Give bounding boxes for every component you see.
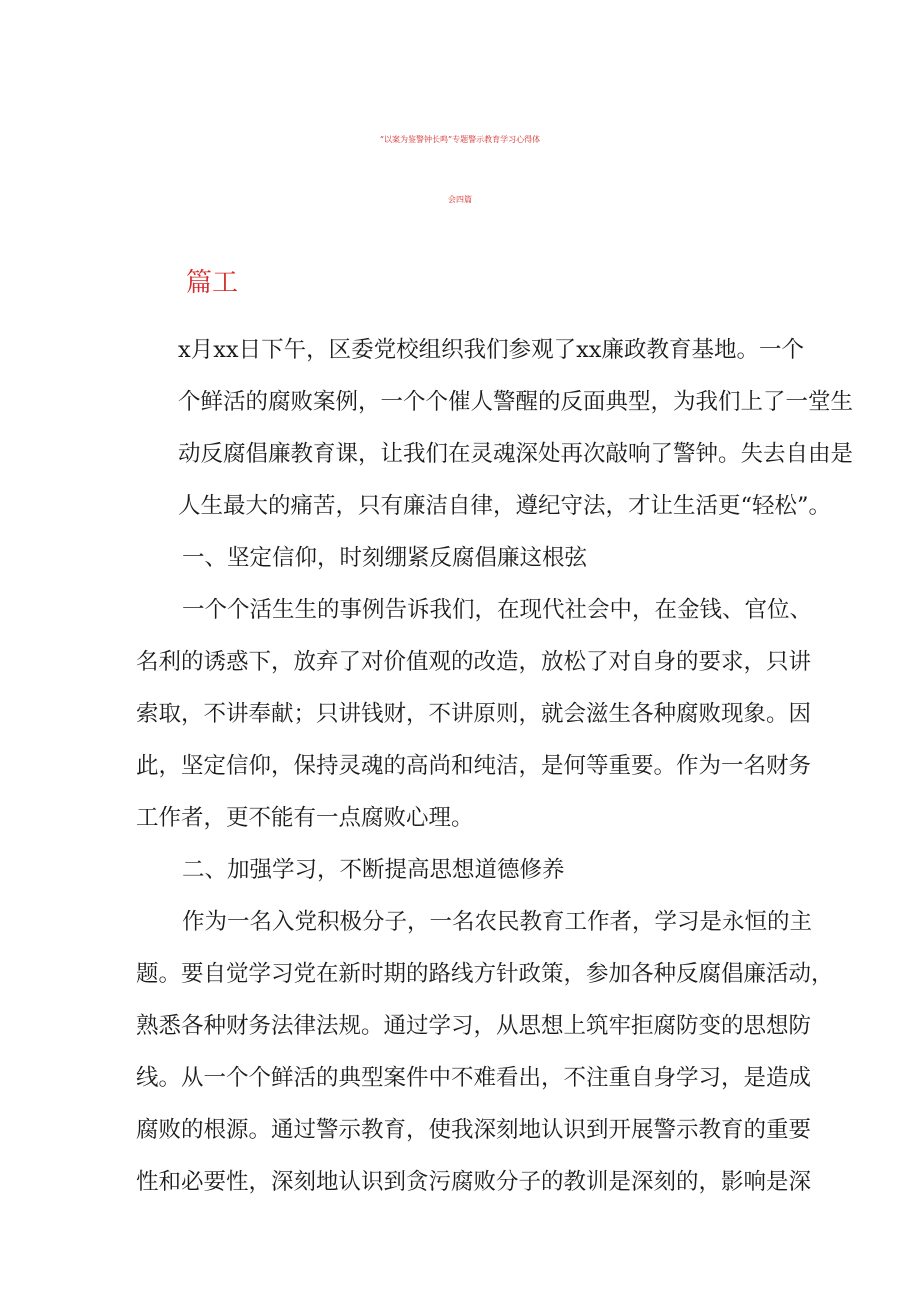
- paragraph-line: 腐败的根源。通过警示教育，使我深刻地认识到开展警示教育的重要: [136, 1117, 812, 1143]
- paragraph-line: 个鲜活的腐败案例，一个个催人警醒的反面典型，为我们上了一堂生: [178, 389, 854, 415]
- paragraph-line: 性和必要性，深刻地认识到贪污腐败分子的教训是深刻的，影响是深: [136, 1169, 812, 1195]
- paragraph-line: 工作者，更不能有一点腐败心理。: [136, 805, 474, 831]
- paragraph-line: 题。要自觉学习党在新时期的路线方针政策，参加各种反腐倡廉活动，: [136, 961, 834, 987]
- document-title-line-1: “以案为鉴警钟长鸣”专题警示教育学习心得体: [379, 135, 541, 144]
- paragraph-line: 一个个活生生的事例告诉我们，在现代社会中，在金钱、官位、: [182, 597, 813, 623]
- paragraph-line: 索取，不讲奉献；只讲钱财，不讲原则，就会滋生各种腐败现象。因: [136, 701, 812, 727]
- section-heading-1: 一、坚定信仰，时刻绷紧反腐倡廉这根弦: [182, 545, 588, 571]
- paragraph-line: 人生最大的痛苦，只有廉洁自律，遵纪守法，才让生活更“轻松”。: [178, 493, 832, 519]
- document-title-line-2: 会四篇: [448, 195, 472, 204]
- paragraph-line: x月xx日下午，区委党校组织我们参观了xx廉政教育基地。一个: [178, 337, 804, 363]
- paragraph-line: 作为一名入党积极分子，一名农民教育工作者，学习是永恒的主: [182, 909, 813, 935]
- paragraph-line: 名利的诱惑下，放弃了对价值观的改造，放松了对自身的要求，只讲: [136, 649, 812, 675]
- section-heading-2: 二、加强学习，不断提高思想道德修养: [182, 857, 565, 883]
- paragraph-line: 动反腐倡廉教育课，让我们在灵魂深处再次敲响了警钟。失去自由是: [178, 441, 854, 467]
- section-label: 篇工: [186, 268, 239, 298]
- paragraph-line: 熟悉各种财务法律法规。通过学习，从思想上筑牢拒腐防变的思想防: [136, 1013, 812, 1039]
- paragraph-line: 线。从一个个鲜活的典型案件中不难看出，不注重自身学习，是造成: [136, 1065, 812, 1091]
- paragraph-line: 此，坚定信仰，保持灵魂的高尚和纯洁，是何等重要。作为一名财务: [136, 753, 812, 779]
